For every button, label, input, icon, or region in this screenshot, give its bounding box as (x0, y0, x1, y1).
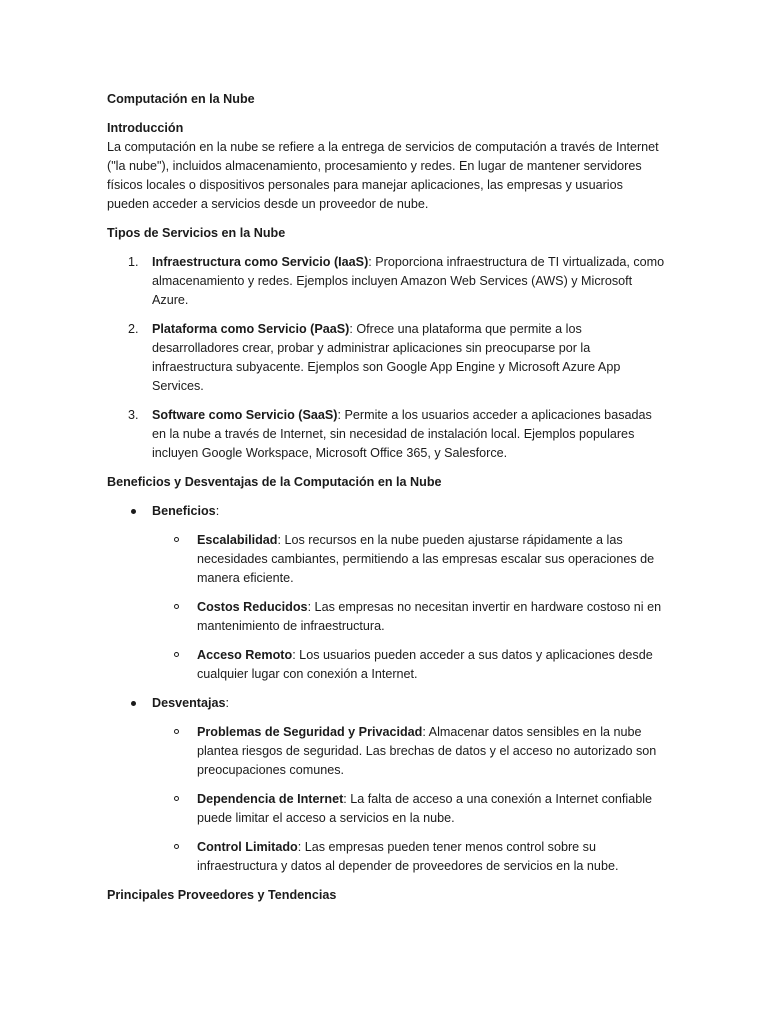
item-description: : Proporciona infraestructura de TI virtualizada, como almacenamiento y redes. Ejemplos incluyen Amazon Web Services (AWS) y Microsoft Azure. (152, 255, 665, 307)
item-description: : Los usuarios pueden acceder a sus datos y aplicaciones desde cualquier lugar con conexión a Internet. (197, 648, 653, 681)
benefits-list (152, 531, 667, 684)
circle-bullet-icon (174, 796, 179, 801)
list-item (152, 531, 667, 588)
item-description: : Permite a los usuarios acceder a aplicaciones basadas en la nube a través de Internet, sin necesidad de instalación local. Ejemplos populares incluyen Google Workspace, Microsoft Office 365, y Salesforce. (152, 408, 652, 460)
circle-bullet-icon (174, 652, 179, 657)
item-description: : Las empresas pueden tener menos control sobre su infraestructura y datos al depender de proveedores de servicios en la nube. (197, 840, 619, 873)
benefits-disadvantages-heading: Beneficios y Desventajas de la Computación en la Nube (107, 475, 442, 489)
intro-heading: Introducción (107, 121, 184, 135)
benefits-label: Beneficios (152, 504, 216, 518)
item-description: : La falta de acceso a una conexión a Internet confiable puede limitar el acceso a servicios en la nube. (197, 792, 653, 825)
item-term: Acceso Remoto (197, 648, 293, 662)
list-item (152, 646, 667, 684)
item-term: Dependencia de Internet (197, 792, 344, 806)
circle-bullet-icon (174, 844, 179, 849)
service-types-heading: Tipos de Servicios en la Nube (107, 226, 286, 240)
bullet-dot-icon (131, 701, 136, 706)
item-description: : Las empresas no necesitan invertir en hardware costoso ni en mantenimiento de infraestructura. (197, 600, 662, 633)
disadvantages-label: Desventajas (152, 696, 226, 710)
label-colon: : (215, 504, 220, 518)
disadvantages-list (152, 723, 667, 876)
list-number: 3. (128, 408, 139, 422)
item-term: Software como Servicio (SaaS) (152, 408, 338, 422)
item-description: : Los recursos en la nube pueden ajustarse rápidamente a las necesidades cambiantes, permitiendo a las empresas escalar sus operaciones de manera eficiente. (197, 533, 655, 585)
service-types-list (107, 253, 667, 463)
list-item (107, 253, 667, 310)
list-item (152, 598, 667, 636)
circle-bullet-icon (174, 537, 179, 542)
list-item (152, 838, 667, 876)
item-term: Problemas de Seguridad y Privacidad (197, 725, 423, 739)
pros-cons-list (107, 502, 667, 876)
circle-bullet-icon (174, 729, 179, 734)
item-term: Infraestructura como Servicio (IaaS) (152, 255, 369, 269)
providers-heading: Principales Proveedores y Tendencias (107, 888, 337, 902)
item-term: Escalabilidad (197, 533, 278, 547)
document-content (107, 90, 667, 905)
list-number: 2. (128, 322, 139, 336)
list-number: 1. (128, 255, 139, 269)
document-title: Computación en la Nube (107, 92, 255, 106)
benefits-category (107, 502, 667, 684)
list-item (107, 320, 667, 396)
list-item (152, 723, 667, 780)
item-description: : Almacenar datos sensibles en la nube plantea riesgos de seguridad. Las brechas de datos y el acceso no autorizado son preocupaciones comunes. (197, 725, 657, 777)
label-colon: : (225, 696, 230, 710)
intro-paragraph: La computación en la nube se refiere a la entrega de servicios de computación a través de Internet ("la nube"), incluidos almacenamiento, procesamiento y redes. En lugar de mantener servidores físicos locales o dispositivos personales para manejar aplicaciones, las empresas y usuarios pueden acceder a servicios desde un proveedor de nube. (107, 140, 659, 211)
list-item (107, 406, 667, 463)
item-description: : Ofrece una plataforma que permite a los desarrolladores crear, probar y administrar aplicaciones sin preocuparse por la infraestructura subyacente. Ejemplos son Google App Engine y Microsoft Azure App Services. (152, 322, 621, 393)
item-term: Plataforma como Servicio (PaaS) (152, 322, 350, 336)
circle-bullet-icon (174, 604, 179, 609)
bullet-dot-icon (131, 509, 136, 514)
disadvantages-category (107, 694, 667, 876)
item-term: Control Limitado (197, 840, 298, 854)
list-item (152, 790, 667, 828)
item-term: Costos Reducidos (197, 600, 308, 614)
